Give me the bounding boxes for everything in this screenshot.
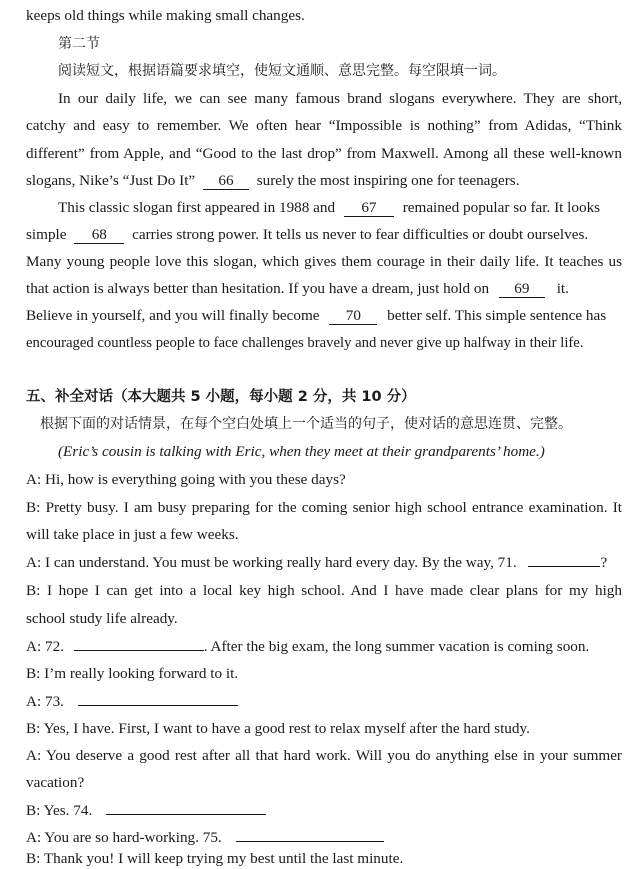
passage-line-3: different” from Apple, and “Good to the last drop” from Maxwell. Among all these well-known xyxy=(26,145,622,162)
passage-text: that action is always better than hesitation. If you have a dream, just hold on xyxy=(26,280,490,297)
section-2-title: 第二节 xyxy=(58,36,100,52)
dialogue-line: vacation? xyxy=(26,774,85,791)
passage-text: better self. This simple sentence has xyxy=(387,307,607,324)
dialogue-text: A: You are so hard-working. 75. xyxy=(26,829,222,846)
dialogue-text: A: 72. xyxy=(26,638,64,655)
blank-72[interactable] xyxy=(74,650,204,651)
passage-text: remained popular so far. It looks xyxy=(402,199,601,216)
passage-text: surely the most inspiring one for teenagers. xyxy=(256,172,520,189)
dialogue-line: B: I hope I can get into a local key high school. And I have made clear plans for my high xyxy=(26,582,622,599)
dialogue-line: B: I’m really looking forward to it. xyxy=(26,665,239,682)
dialogue-line: B: Thank you! I will keep trying my best until the last minute. xyxy=(26,850,404,867)
passage-text: slogans, Nike’s “Just Do It” xyxy=(26,172,196,189)
dialogue-context: (Eric’s cousin is talking with Eric, when they meet at their grandparents’ home.) xyxy=(58,443,545,460)
blank-67[interactable]: 67 xyxy=(344,199,394,217)
blank-71[interactable] xyxy=(528,566,600,567)
blank-74[interactable] xyxy=(106,814,266,815)
dialogue-text: ? xyxy=(600,554,608,571)
dialogue-text: A: I can understand. You must be working really hard every day. By the way, 71. xyxy=(26,554,517,571)
blank-70[interactable]: 70 xyxy=(329,307,377,325)
blank-69[interactable]: 69 xyxy=(499,280,545,298)
dialogue-line-71 xyxy=(26,553,640,573)
section-2-instruction: 阅读短文，根据语篇要求填空，使短文通顺、意思完整。每空限填一词。 xyxy=(58,63,506,79)
blank-73[interactable] xyxy=(78,705,238,706)
dialogue-line: will take place in just a few weeks. xyxy=(26,526,239,543)
passage-line-8 xyxy=(26,279,640,299)
dialogue-line-72 xyxy=(26,637,640,657)
dialogue-line-75 xyxy=(26,828,640,848)
dialogue-text: B: Yes. 74. xyxy=(26,802,93,819)
passage-text: simple xyxy=(26,226,67,243)
passage-text: carries strong power. It tells us never to fear difficulties or doubt ourselves. xyxy=(132,226,589,243)
passage-line-9 xyxy=(26,306,640,326)
passage-text: This classic slogan first appeared in 1988 and xyxy=(58,199,336,216)
dialogue-line: B: Pretty busy. I am busy preparing for the coming senior high school entrance examination. It xyxy=(26,499,622,516)
blank-66[interactable]: 66 xyxy=(203,172,249,190)
passage-line-10: encouraged countless people to face challenges bravely and never give up halfway in their life. xyxy=(26,335,584,351)
passage-line-5 xyxy=(58,198,640,218)
passage-line-2: catchy and easy to remember. We often hear “Impossible is nothing” from Adidas, “Think xyxy=(26,117,622,134)
dialogue-line: A: Hi, how is everything going with you these days? xyxy=(26,471,346,488)
section-5-instruction: 根据下面的对话情景，在每个空白处填上一个适当的句子，使对话的意思连贯、完整。 xyxy=(40,416,572,432)
passage-line-7: Many young people love this slogan, which gives them courage in their daily life. It teaches us xyxy=(26,253,622,270)
blank-75[interactable] xyxy=(236,841,384,842)
section-5-heading: 五、补全对话（本大题共 5 小题，每小题 2 分，共 10 分） xyxy=(26,389,416,405)
dialogue-text: . After the big exam, the long summer vacation is coming soon. xyxy=(203,638,590,655)
dialogue-line: school study life already. xyxy=(26,610,178,627)
passage-text: it. xyxy=(556,280,569,297)
dialogue-line: A: You deserve a good rest after all that hard work. Will you do anything else in your summer xyxy=(26,747,622,764)
blank-68[interactable]: 68 xyxy=(74,226,124,244)
passage-line-6 xyxy=(26,225,640,245)
dialogue-line: B: Yes, I have. First, I want to have a good rest to relax myself after the hard study. xyxy=(26,720,530,737)
carryover-line: keeps old things while making small changes. xyxy=(26,7,305,24)
passage-text: Believe in yourself, and you will finally become xyxy=(26,307,320,324)
passage-line-1: In our daily life, we can see many famous brand slogans everywhere. They are short, xyxy=(58,90,622,107)
dialogue-line-73 xyxy=(26,692,640,712)
passage-line-4 xyxy=(26,171,640,191)
dialogue-line-74 xyxy=(26,801,640,821)
dialogue-text: A: 73. xyxy=(26,693,64,710)
